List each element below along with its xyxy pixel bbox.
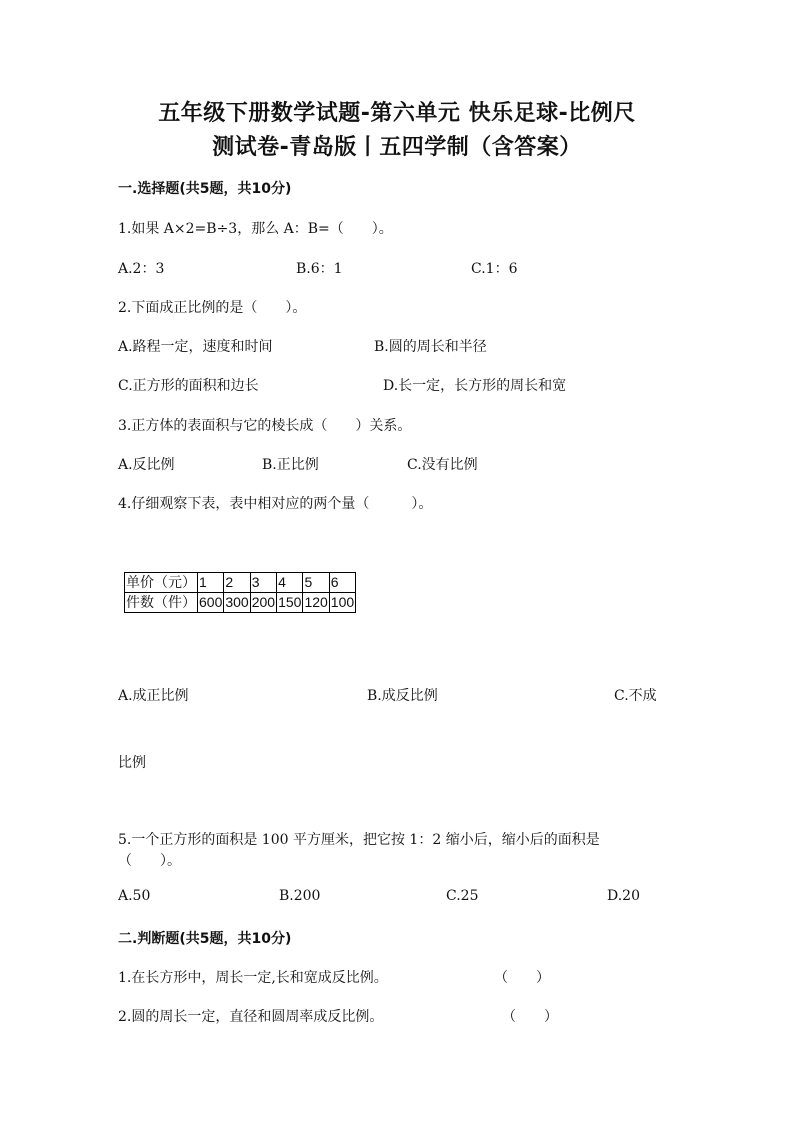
question-1-text: 1.如果 A×2=B÷3，那么 A：B=（ ）。	[118, 221, 393, 237]
q3-option-c: C.没有比例	[407, 457, 478, 473]
section-heading-judgment: 二.判断题(共5题，共10分)	[118, 931, 292, 947]
q4-option-c: C.不成	[614, 688, 657, 704]
judgment-2-blank: （ ）	[502, 1009, 558, 1025]
table-cell: 单价（元）	[125, 573, 198, 593]
q1-option-a: A.2：3	[118, 261, 165, 277]
judgment-2-text: 2.圆的周长一定，直径和圆周率成反比例。	[118, 1009, 384, 1025]
table-cell: 5	[303, 573, 329, 593]
table-cell: 120	[303, 593, 329, 613]
table-cell: 6	[329, 573, 355, 593]
table-cell: 3	[250, 573, 276, 593]
section-heading-choice: 一.选择题(共5题，共10分)	[118, 181, 292, 197]
table-cell: 2	[224, 573, 250, 593]
table-cell: 300	[224, 593, 250, 613]
table-cell: 150	[277, 593, 303, 613]
q5-option-b: B.200	[279, 888, 321, 904]
table-row	[125, 573, 356, 593]
q1-option-c: C.1：6	[471, 261, 518, 277]
page-title-line1: 五年级下册数学试题-第六单元 快乐足球-比例尺	[158, 101, 636, 126]
table-row	[125, 593, 356, 613]
q3-option-b: B.正比例	[262, 457, 319, 473]
q2-option-c: C.正方形的面积和边长	[118, 378, 259, 394]
q1-option-b: B.6：1	[296, 261, 343, 277]
q2-option-a: A.路程一定，速度和时间	[118, 339, 273, 355]
q5-option-d: D.20	[607, 888, 640, 904]
question-2-text: 2.下面成正比例的是（ ）。	[118, 300, 307, 316]
question-4-text: 4.仔细观察下表，表中相对应的两个量（ ）。	[118, 496, 433, 512]
table-cell: 200	[250, 593, 276, 613]
judgment-1-blank: （ ）	[494, 970, 550, 986]
q4-option-c-wrap: 比例	[118, 755, 146, 771]
question-3-text: 3.正方体的表面积与它的棱长成（ ）关系。	[118, 418, 412, 434]
table-cell: 600	[198, 593, 224, 613]
q4-option-b: B.成反比例	[367, 688, 438, 704]
q2-option-d: D.长一定，长方形的周长和宽	[383, 378, 567, 394]
table-cell: 件数（件）	[125, 593, 198, 613]
question-5-text: 5.一个正方形的面积是 100 平方厘米，把它按 1：2 缩小后，缩小后的面积是	[118, 832, 600, 848]
price-quantity-table	[124, 572, 356, 613]
table-cell: 4	[277, 573, 303, 593]
question-5-blank: （ ）。	[118, 853, 181, 869]
q3-option-a: A.反比例	[118, 457, 175, 473]
table-cell: 1	[198, 573, 224, 593]
q5-option-c: C.25	[446, 888, 479, 904]
q5-option-a: A.50	[118, 888, 151, 904]
judgment-1-text: 1.在长方形中，周长一定,长和宽成反比例。	[118, 970, 388, 986]
table-cell: 100	[329, 593, 355, 613]
q2-option-b: B.圆的周长和半径	[374, 339, 487, 355]
page-title-line2: 测试卷-青岛版丨五四学制（含答案）	[212, 135, 582, 160]
q4-option-a: A.成正比例	[118, 688, 189, 704]
